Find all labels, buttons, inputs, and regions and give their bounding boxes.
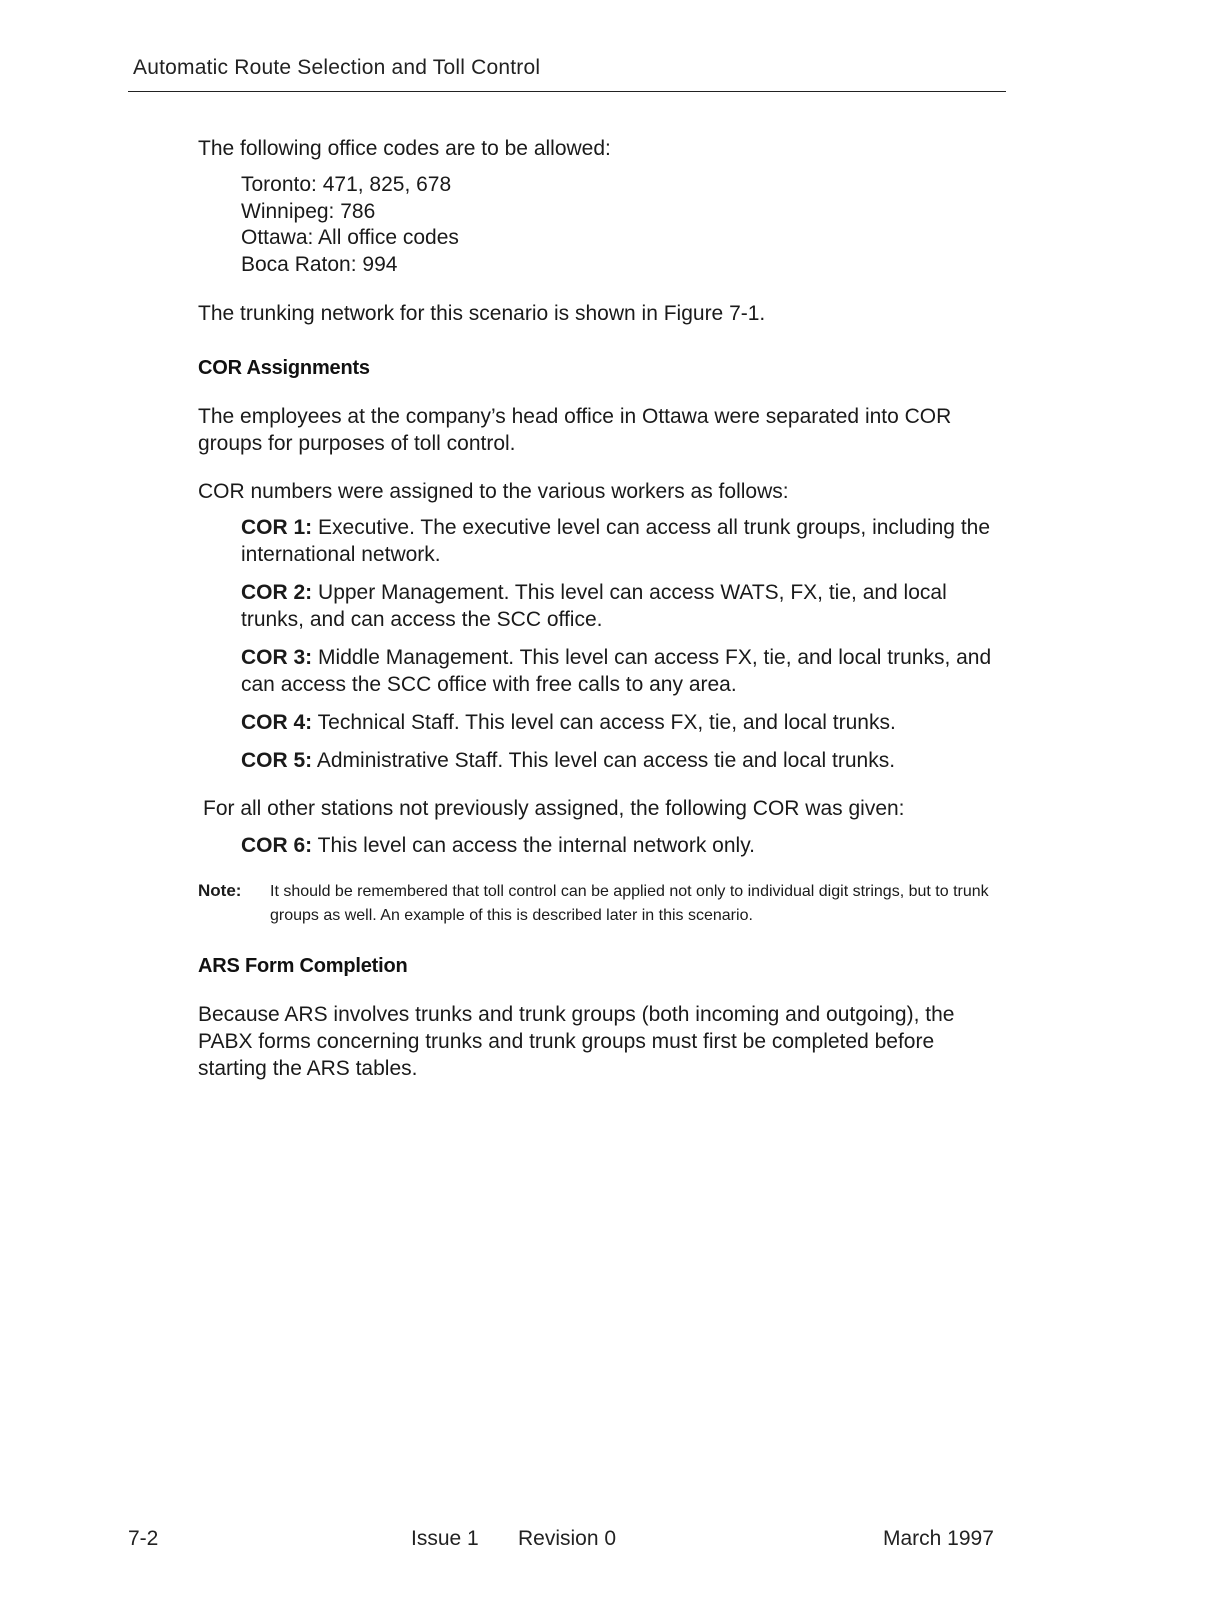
cor-item <box>241 579 1011 633</box>
cor-assignments-heading: COR Assignments <box>198 357 370 379</box>
allowed-codes-intro: The following office codes are to be allowed: <box>198 137 611 160</box>
ars-form-paragraph: Because ARS involves trunks and trunk groups (both incoming and outgoing), the PABX forms concerning trunks and trunk groups must first be completed before starting the ARS tables. <box>198 1003 955 1080</box>
cor-label: COR 1: <box>241 516 313 539</box>
figure-reference: The trunking network for this scenario is shown in Figure 7-1. <box>198 302 766 325</box>
footer-revision: Revision 0 <box>518 1527 617 1550</box>
cor-intro-paragraph: The employees at the company’s head office in Ottawa were separated into COR groups for purposes of toll control. <box>198 405 952 455</box>
cor-label: COR 2: <box>241 581 313 604</box>
office-code-winnipeg: Winnipeg: 786 <box>241 199 376 223</box>
note-text: It should be remembered that toll control can be applied not only to individual digit strings, but to trunk groups as well. An example of this is described later in this scenario. <box>270 883 989 924</box>
cor-label: COR 4: <box>241 711 313 734</box>
cor-numbers-paragraph: COR numbers were assigned to the various workers as follows: <box>198 480 789 503</box>
running-header-title: Automatic Route Selection and Toll Control <box>133 56 541 79</box>
cor-description: This level can access the internal network only. <box>317 834 755 857</box>
cor-label: COR 3: <box>241 646 313 669</box>
office-code-ottawa: Ottawa: All office codes <box>241 226 459 249</box>
cor-description: Administrative Staff. This level can access tie and local trunks. <box>316 749 896 772</box>
other-stations-paragraph: For all other stations not previously assigned, the following COR was given: <box>203 797 905 820</box>
note-label: Note: <box>198 881 242 900</box>
header-rule <box>128 91 1006 92</box>
cor-item <box>241 832 1011 859</box>
cor-label: COR 6: <box>241 834 313 857</box>
footer-page-number: 7-2 <box>128 1527 159 1550</box>
cor-item <box>241 514 1011 568</box>
cor-description: Middle Management. This level can access FX, tie, and local trunks, and can access the SCC office with free calls to any area. <box>241 646 992 696</box>
cor-item <box>241 644 1011 698</box>
cor-description: Technical Staff. This level can access FX, tie, and local trunks. <box>317 711 896 734</box>
cor-item <box>241 709 1011 736</box>
cor-label: COR 5: <box>241 749 313 772</box>
office-code-boca-raton: Boca Raton: 994 <box>241 252 398 276</box>
cor-description: Executive. The executive level can access all trunk groups, including the international network. <box>241 516 991 566</box>
ars-form-heading: ARS Form Completion <box>198 955 408 977</box>
cor-description: Upper Management. This level can access WATS, FX, tie, and local trunks, and can access the SCC office. <box>241 581 947 631</box>
footer-issue: Issue 1 <box>411 1527 479 1550</box>
footer-date: March 1997 <box>883 1527 994 1550</box>
office-code-toronto: Toronto: 471, 825, 678 <box>241 173 452 196</box>
office-codes-list <box>241 172 459 278</box>
cor-item <box>241 747 1011 774</box>
